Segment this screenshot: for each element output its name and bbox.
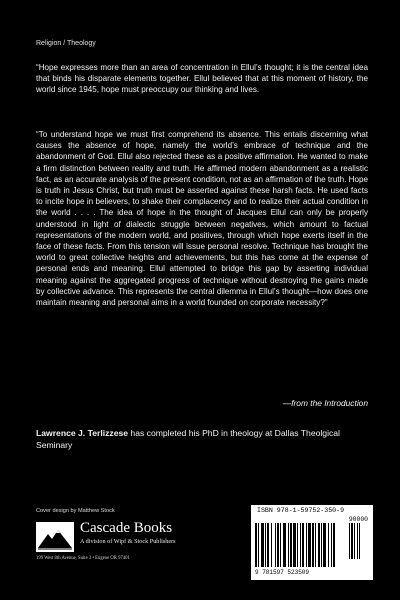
barcode-box <box>251 505 373 580</box>
barcode-icon <box>255 523 369 569</box>
barcode-bar <box>300 523 301 567</box>
barcode-bar <box>290 523 292 567</box>
barcode-bar <box>267 523 269 567</box>
barcode-bar <box>302 523 304 567</box>
author-bio-text: has completed his PhD in theology at Dallas Theolgical Seminary <box>36 428 340 450</box>
barcode-bar <box>306 523 307 567</box>
barcode-bar <box>321 523 322 567</box>
author-name: Lawrence J. Terlizzese <box>36 428 129 438</box>
barcode-bar <box>318 523 320 567</box>
barcode-bar <box>255 523 257 567</box>
barcode-bar <box>258 523 259 567</box>
isbn-text: ISBN 978-1-59752-350-9 <box>257 507 345 514</box>
barcode-bar <box>354 523 355 559</box>
quote-paragraph-2: “To understand hope we must first comprehend its absence. This entails discerning what causes the absence of hope, namely the world’s embrace of technique and the abandonment of God. Ellul also rejected these as a positive affirmation. He wanted to make a firm distinction between reality and truth. He affirmed modern abandonment as a realistic fact, as an accurate analysis of the present condition, not as an affirmation of the truth. Hope is truth in Jesus Christ, but truth must be asserted against these harsh facts. He used facts to incite hope in believers, to shake their complacency and to realize their actual condition in the world . . . . The idea of hope in the thought of Jacques Ellul can only be properly understood in light of dialectic struggle between negatives, which amount to factual representations of the modern world, and positives, through which hope exerts itself in the face of these facts. From this tension will issue personal resolve. Technique has brought the world to great collective heights and achievements, but this has come at the expense of personal ends and meaning. Ellul attempted to bridge this gap by asserting individual meaning against the aggregated progress of technique without destroying the gains made by collective advance. This represents the central dilemma in Ellul’s thought—how does one maintain meaning and personal aims in a world founded on corporate necessity?” <box>36 130 368 308</box>
barcode-bar <box>323 523 326 567</box>
barcode-bar <box>359 523 360 559</box>
barcode-bar <box>288 523 289 567</box>
publisher-address: 199 West 8th Avenue, Suite 3 • Eugene OR 97401 <box>36 556 130 561</box>
publisher-division: A division of Wipf & Stock Publishers <box>80 538 176 545</box>
barcode-bar <box>271 523 272 567</box>
barcode-bar <box>328 523 329 567</box>
publisher-block <box>36 520 186 572</box>
barcode-bar <box>277 523 279 567</box>
barcode-bar <box>351 523 353 559</box>
quote-attribution: —from the Introduction <box>282 398 368 408</box>
publisher-logo-icon <box>36 522 74 552</box>
barcode-bar <box>315 523 316 567</box>
barcode-bar <box>265 523 266 567</box>
barcode-bar <box>331 523 332 567</box>
barcode-bar <box>280 523 281 567</box>
quote-paragraph-1: “Hope expresses more than an area of concentration in Ellul’s thought; it is the central idea that binds his disparate elements together. Ellul believed that at this moment of history, the world since 1945, hope must preoccupy our thinking and lives. <box>36 63 368 95</box>
barcode-bar <box>308 523 311 567</box>
category-label: Religion / Theology <box>36 40 96 47</box>
barcode-bar <box>261 523 264 567</box>
barcode-bar <box>349 523 350 559</box>
barcode-bar <box>283 523 286 567</box>
price-code: 90000 <box>348 516 368 523</box>
ean-number: 9 781597 523509 <box>255 569 310 576</box>
barcode-bar <box>297 523 298 567</box>
publisher-name: Cascade Books <box>80 520 173 536</box>
author-bio <box>36 428 370 451</box>
cover-design-credit: Cover design by Matthew Stock <box>36 508 115 514</box>
barcode-bar <box>333 523 335 567</box>
barcode-bar <box>275 523 276 567</box>
barcode-bar <box>357 523 358 559</box>
barcode-bar <box>293 523 296 567</box>
barcode-bar <box>312 523 314 567</box>
